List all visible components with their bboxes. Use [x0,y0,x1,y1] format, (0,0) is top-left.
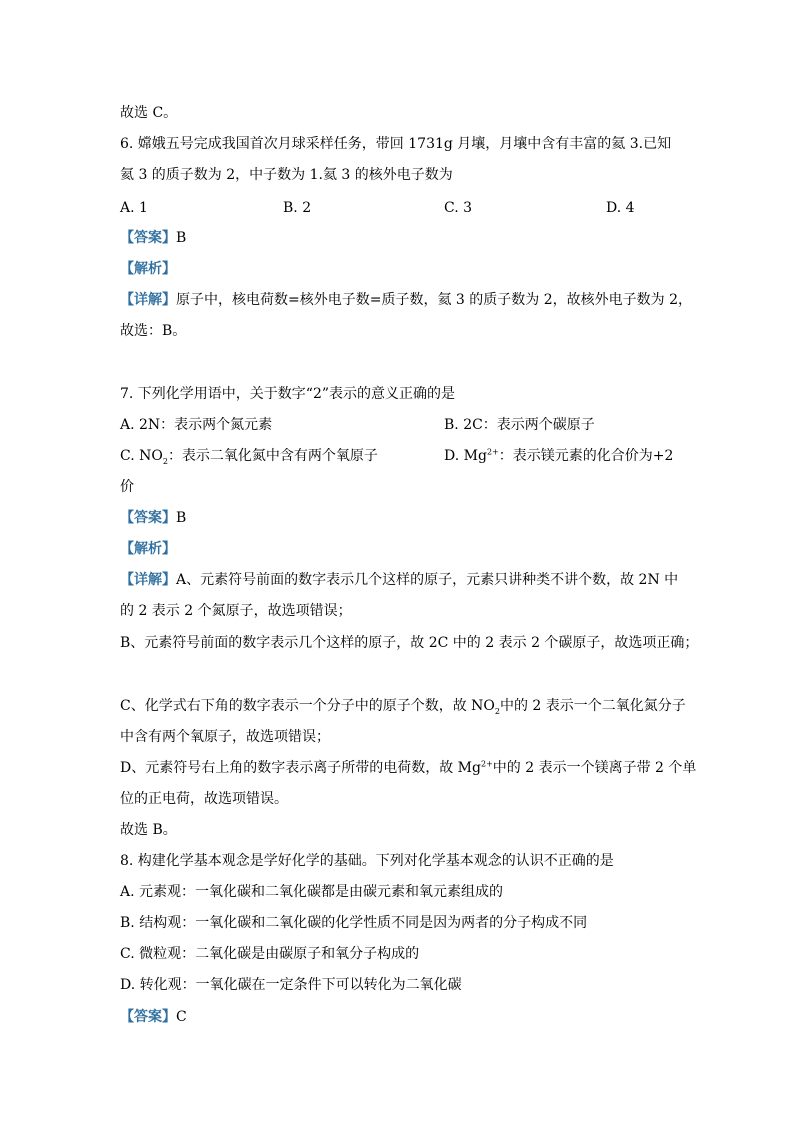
question-7-option-d [444,447,673,465]
question-8-option-b: B. 结构观：一氧化碳和二氧化碳的化学性质不同是因为两者的分子构成不同 [120,915,588,931]
detail-4-text: 中的 2 表示一个二氧化氮分子 [499,698,686,714]
question-8-option-d: D. 转化观：一氧化碳在一定条件下可以转化为二氧化碳 [120,977,462,993]
option-d-prefix: D. Mg [444,448,487,464]
question-7-detail-7: 位的正电荷，故选项错误。 [120,791,288,807]
detail-text: 原子中，核电荷数=核外电子数=质子数，氦 3 的质子数为 2，故核外电子数为 2， [176,292,692,308]
detail-6-text: 中的 2 表示一个镁离子带 2 个单 [492,760,697,776]
answer-tag: 【答案】 [120,510,176,526]
detail-6-superscript: 2+ [480,759,493,769]
question-7-conclusion: 故选 B。 [120,822,177,838]
answer-value: C [176,1009,187,1025]
answer-tag: 【答案】 [120,1009,176,1025]
line-previous-conclusion: 故选 C。 [120,105,178,121]
question-7-detail-5: 中含有两个氧原子，故选项错误； [120,729,330,745]
question-7-option-d-wrap: 价 [120,479,134,495]
question-8-option-a: A. 元素观：一氧化碳和二氧化碳都是由碳元素和氧元素组成的 [120,884,504,900]
option-c-prefix: C. NO [120,448,163,464]
question-7-detail-1 [120,571,678,589]
question-8-option-c: C. 微粒观：二氧化碳是由碳原子和氧分子构成的 [120,946,420,962]
question-7-option-b: B. 2C：表示两个碳原子 [444,417,595,433]
question-6-conclusion: 故选：B。 [120,323,187,339]
question-7-detail-6 [120,759,696,777]
option-c-subscript: 2 [162,456,168,466]
question-7-option-a: A. 2N：表示两个氮元素 [120,417,273,433]
question-6-stem: 6. 嫦娥五号完成我国首次月球采样任务，带回 1731g 月壤，月壤中含有丰富的氦 3.已知 [120,136,672,152]
answer-tag: 【答案】 [120,230,176,246]
question-7-detail-2: 的 2 表示 2 个氮原子，故选项错误； [120,603,352,619]
question-8-stem: 8. 构建化学基本观念是学好化学的基础。下列对化学基本观念的认识不正确的是 [120,853,614,869]
question-6-stem-cont: 氦 3 的质子数为 2，中子数为 1.氦 3 的核外电子数为 [120,167,453,183]
detail-tag: 【详解】 [120,572,176,588]
question-8-answer [120,1008,187,1026]
question-6-detail [120,291,692,309]
question-7-detail-4 [120,697,686,715]
question-7-detail-3: B、元素符号前面的数字表示几个这样的原子，故 2C 中的 2 表示 2 个碳原子，故选项正确； [120,635,699,651]
detail-4-prefix: C、化学式右下角的数字表示一个分子中的原子个数，故 NO [120,698,495,714]
answer-value: B [176,230,187,246]
question-7-option-c [120,447,378,465]
question-7-stem: 7. 下列化学用语中，关于数字“2”表示的意义正确的是 [120,386,456,402]
question-7-answer [120,509,186,527]
detail-tag: 【详解】 [120,292,176,308]
option-c-text: ：表示二氧化氮中含有两个氧原子 [167,448,378,464]
detail-text: A、元素符号前面的数字表示几个这样的原子，元素只讲种类不讲个数，故 2N 中 [176,572,679,588]
detail-4-subscript: 2 [494,706,500,716]
question-6-option-d: D. 4 [606,200,635,216]
answer-value: B [176,510,187,526]
question-6-option-a: A. 1 [120,200,148,216]
question-6-answer [120,229,186,247]
detail-6-prefix: D、元素符号右上角的数字表示离子所带的电荷数，故 Mg [120,760,481,776]
question-7-analysis-tag: 【解析】 [120,541,176,557]
question-6-analysis-tag: 【解析】 [120,261,176,277]
option-d-text: ：表示镁元素的化合价为+2 [498,448,674,464]
question-6-option-b: B. 2 [283,200,312,216]
question-6-option-c: C. 3 [444,200,473,216]
option-d-superscript: 2+ [486,447,499,457]
